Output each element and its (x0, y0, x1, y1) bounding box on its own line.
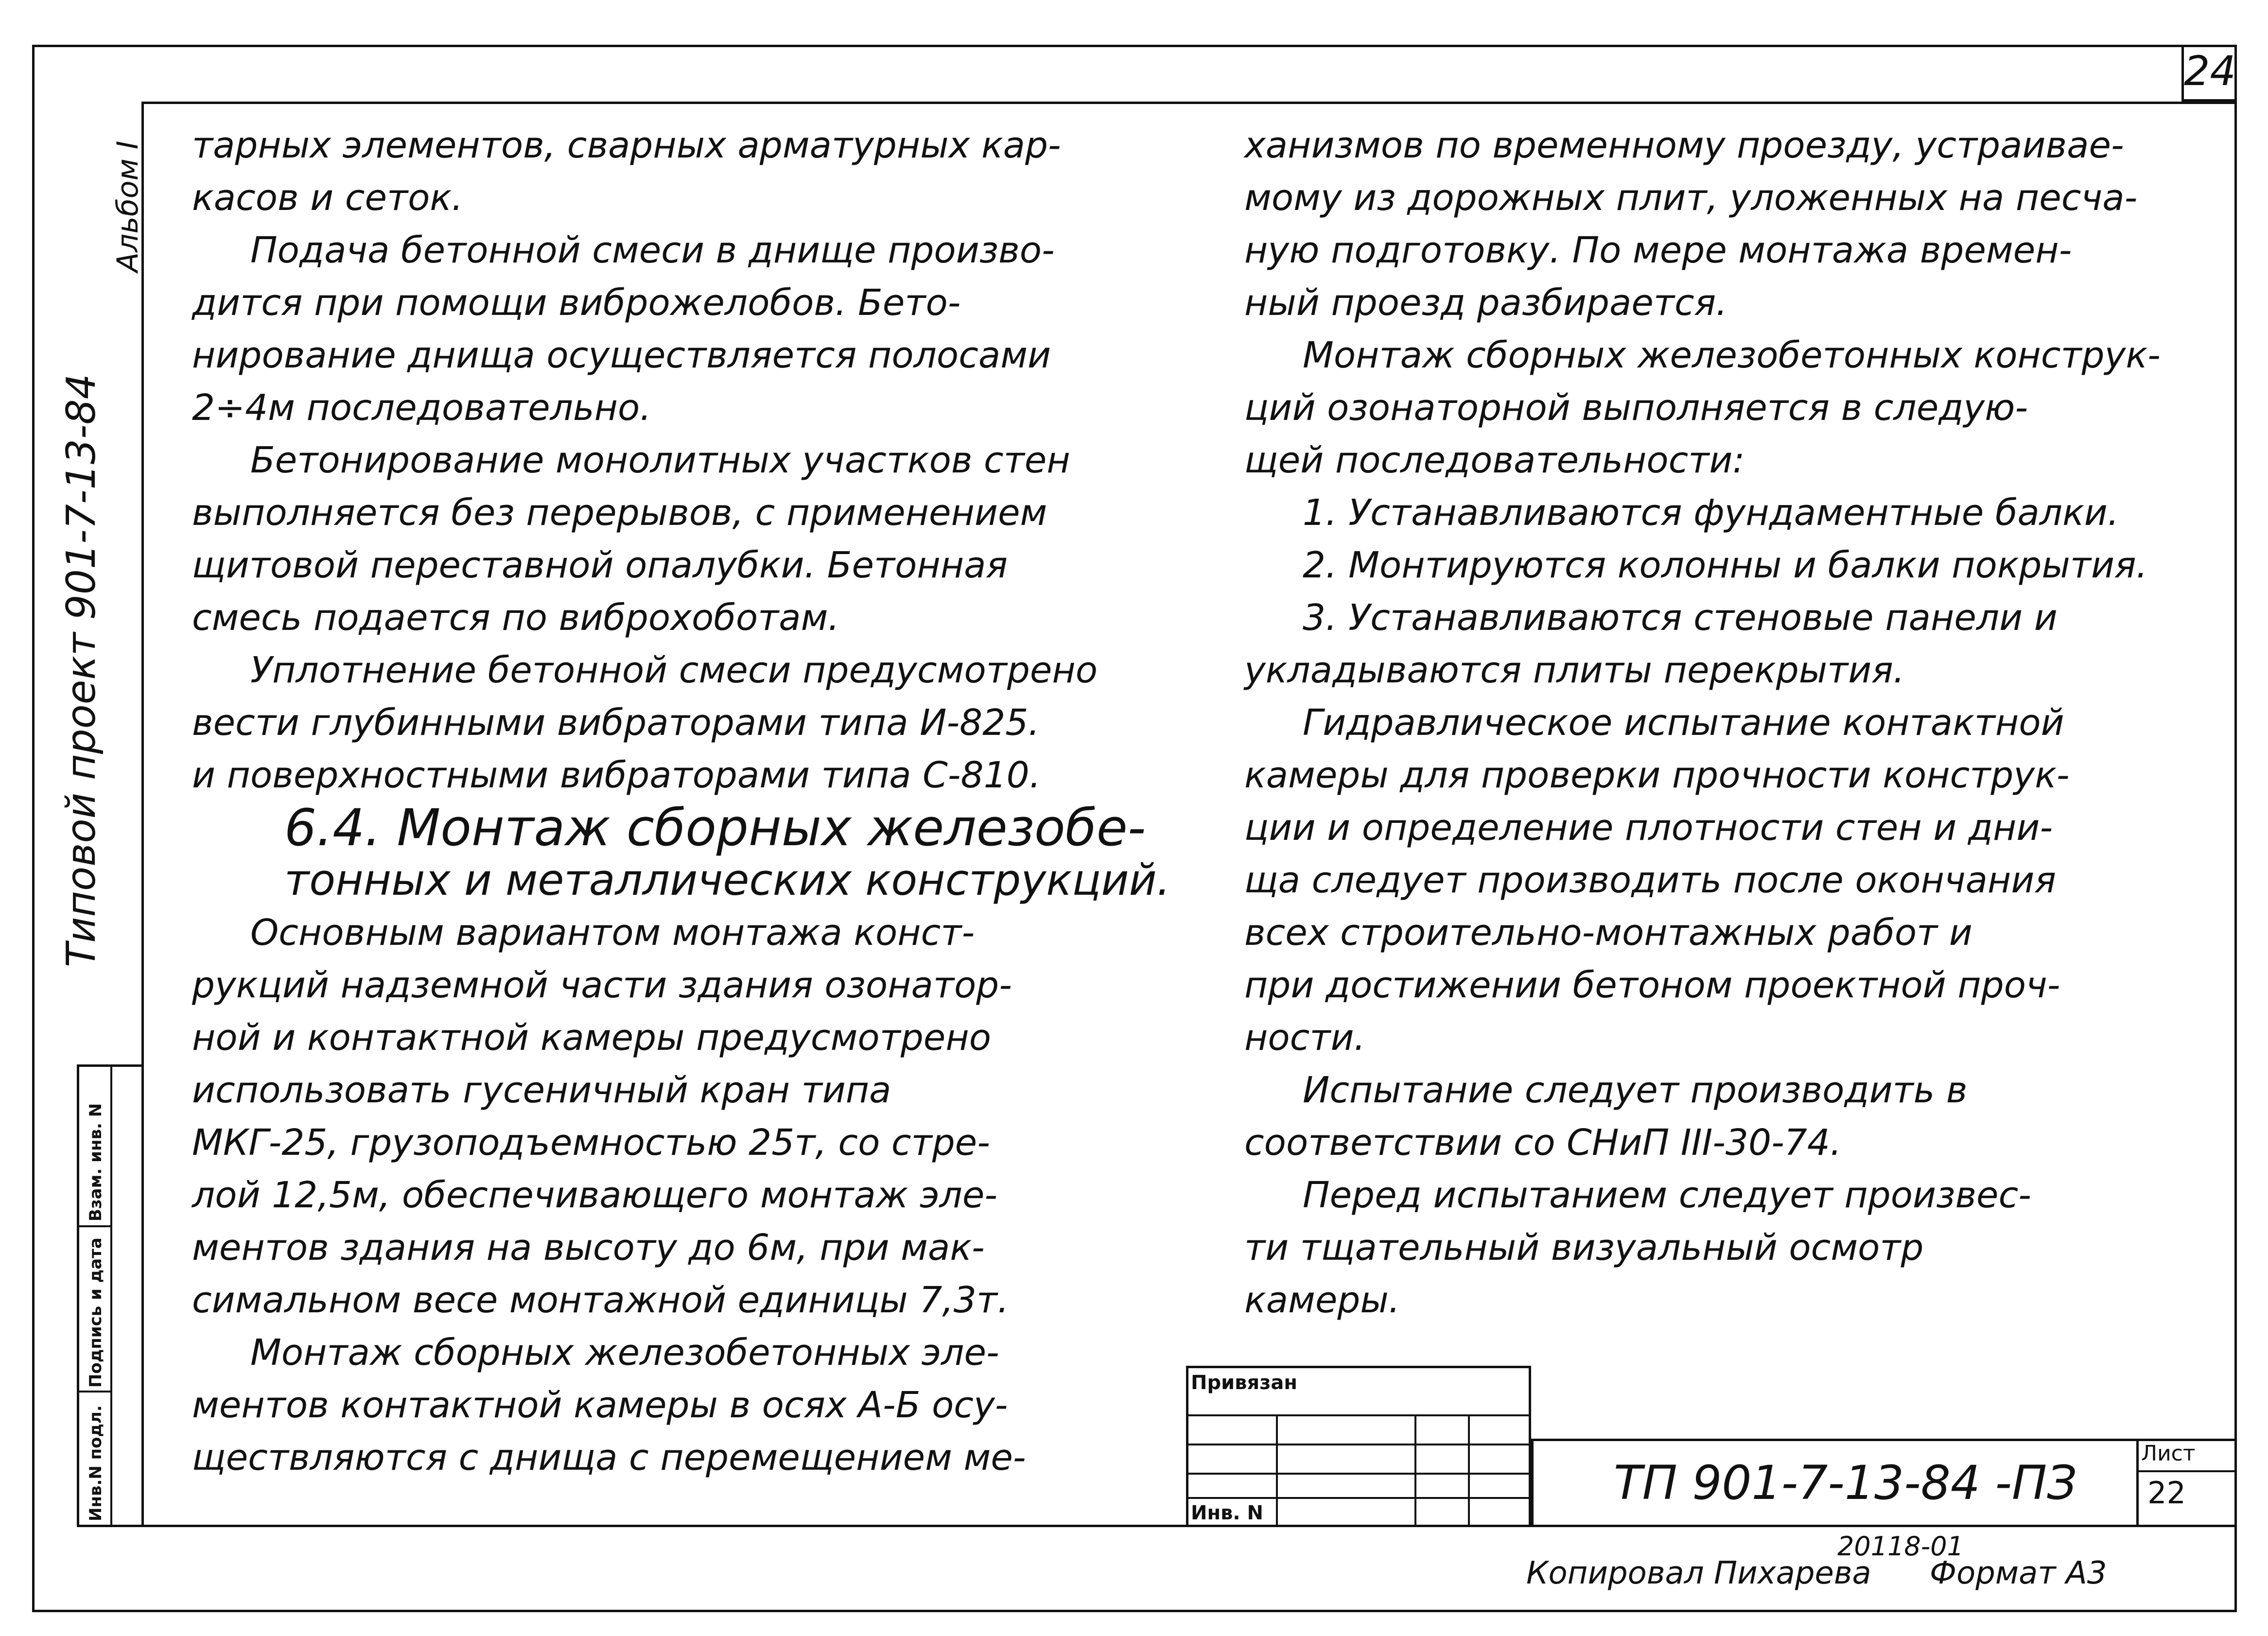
text-line: Гидравлическое испытание контактной (1303, 702, 2064, 744)
text-line: Испытание следует производить в (1303, 1069, 1968, 1111)
section-heading-cont: тонных и металлических конструкций. (284, 855, 1170, 905)
list-item: 3. Устанавливаются стеновые панели и (1303, 597, 2058, 639)
stamp-col-line (1468, 1414, 1470, 1527)
stamp-row-line (1186, 1473, 1531, 1475)
text-line: МКГ-25, грузоподъемностью 25т, со стре- (192, 1122, 990, 1164)
text-line: Перед испытанием следует произвес- (1303, 1174, 2031, 1216)
text-line: нирование днища осуществляется полосами (192, 334, 1051, 376)
stamp-signature-date: Подпись и дата (86, 1237, 105, 1388)
text-line: ментов контактной камеры в осях А-Б осу- (192, 1384, 1008, 1426)
text-line: при достижении бетоном проектной проч- (1244, 964, 2060, 1006)
stamp-row-line (1186, 1497, 1531, 1499)
attached-label: Привязан (1191, 1372, 1298, 1394)
sheet-number: 22 (2147, 1475, 2186, 1511)
text-line: 2÷4м последовательно. (192, 387, 651, 429)
text-line: ти тщательный визуальный осмотр (1244, 1227, 1924, 1269)
text-line: мому из дорожных плит, уложенных на песча- (1244, 177, 2138, 219)
text-line: касов и сеток. (192, 177, 463, 219)
inventory-number: 20118-01 (1837, 1531, 1964, 1562)
text-line: Уплотнение бетонной смеси предусмотрено (250, 649, 1098, 691)
text-line: укладываются плиты перекрытия. (1244, 649, 1905, 691)
text-line: рукций надземной части здания озонатор- (192, 964, 1012, 1006)
side-album-label: Альбом I (111, 140, 145, 272)
copied-by: Копировал Пихарева (1526, 1555, 1871, 1591)
text-line: ную подготовку. По мере монтажа времен- (1244, 229, 2072, 271)
sheet-number-top: 24 (2181, 45, 2237, 102)
sheet-box-divider (2136, 1470, 2237, 1472)
list-item: 2. Монтируются колонны и балки покрытия. (1303, 544, 2148, 586)
text-line: камеры. (1244, 1279, 1400, 1321)
text-line: ций озонаторной выполняется в следую- (1244, 387, 2028, 429)
text-line: ности. (1244, 1017, 1366, 1059)
text-line: тарных элементов, сварных арматурных кар- (192, 124, 1061, 166)
text-line: камеры для проверки прочности конструк- (1244, 754, 2070, 796)
text-line: ща следует производить после окончания (1244, 859, 2057, 901)
text-line: ной и контактной камеры предусмотрено (192, 1017, 991, 1059)
text-line: использовать гусеничный кран типа (192, 1069, 891, 1111)
right-text-column (1244, 119, 2161, 1326)
text-line: щитовой переставной опалубки. Бетонная (192, 544, 1008, 586)
document-code: ТП 901-7-13-84 -ПЗ (1614, 1456, 2077, 1510)
stamp-replace-inv: Взам. инв. N (86, 1103, 105, 1221)
text-line: всех строительно-монтажных работ и (1244, 912, 1972, 954)
text-line: ный проезд разбирается. (1244, 282, 1727, 324)
text-line: вести глубинными вибраторами типа И-825. (192, 702, 1040, 744)
stamp-row-line (1186, 1444, 1531, 1445)
text-line: ментов здания на высоту до 6м, при мак- (192, 1227, 985, 1269)
text-line: дится при помощи виброжелобов. Бето- (192, 282, 961, 324)
text-line: Подача бетонной смеси в днище произво- (250, 229, 1055, 271)
text-line: Бетонирование монолитных участков стен (250, 439, 1070, 481)
side-project-label: Типовой проект 901-7-13-84 (58, 374, 105, 967)
text-line: ханизмов по временному проезду, устраивае- (1244, 124, 2124, 166)
text-line: выполняется без перерывов, с применением (192, 492, 1047, 534)
text-line: соответствии со СНиП III-30-74. (1244, 1122, 1842, 1164)
sheet-word: Лист (2141, 1441, 2196, 1466)
stamp-col-line (1414, 1414, 1416, 1527)
stamp-col-line (1276, 1414, 1278, 1527)
sheet-format: Формат А3 (1930, 1555, 2107, 1591)
text-line: и поверхностными вибраторами типа С-810. (192, 754, 1041, 796)
text-line: симальном весе монтажной единицы 7,3т. (192, 1279, 1009, 1321)
left-text-column (192, 119, 1170, 1484)
stamp-column (77, 1064, 141, 1527)
text-line: смесь подается по виброхоботам. (192, 597, 839, 639)
text-line: Монтаж сборных железобетонных эле- (250, 1332, 999, 1374)
text-line: щей последовательности: (1244, 439, 1745, 481)
stamp-inv-original: Инв.N подл. (86, 1405, 105, 1521)
text-line: Основным вариантом монтажа конст- (250, 912, 975, 954)
text-line: Монтаж сборных железобетонных конструк- (1303, 334, 2161, 376)
text-line: ции и определение плотности стен и дни- (1244, 807, 2053, 849)
inv-label: Инв. N (1191, 1502, 1264, 1524)
text-line: ществляются с днища с перемещением ме- (192, 1437, 1026, 1479)
section-heading: 6.4. Монтаж сборных железобе- (284, 798, 1146, 857)
text-line: лой 12,5м, обеспечивающего монтаж эле- (192, 1174, 998, 1216)
list-item: 1. Устанавливаются фундаментные балки. (1303, 492, 2119, 534)
